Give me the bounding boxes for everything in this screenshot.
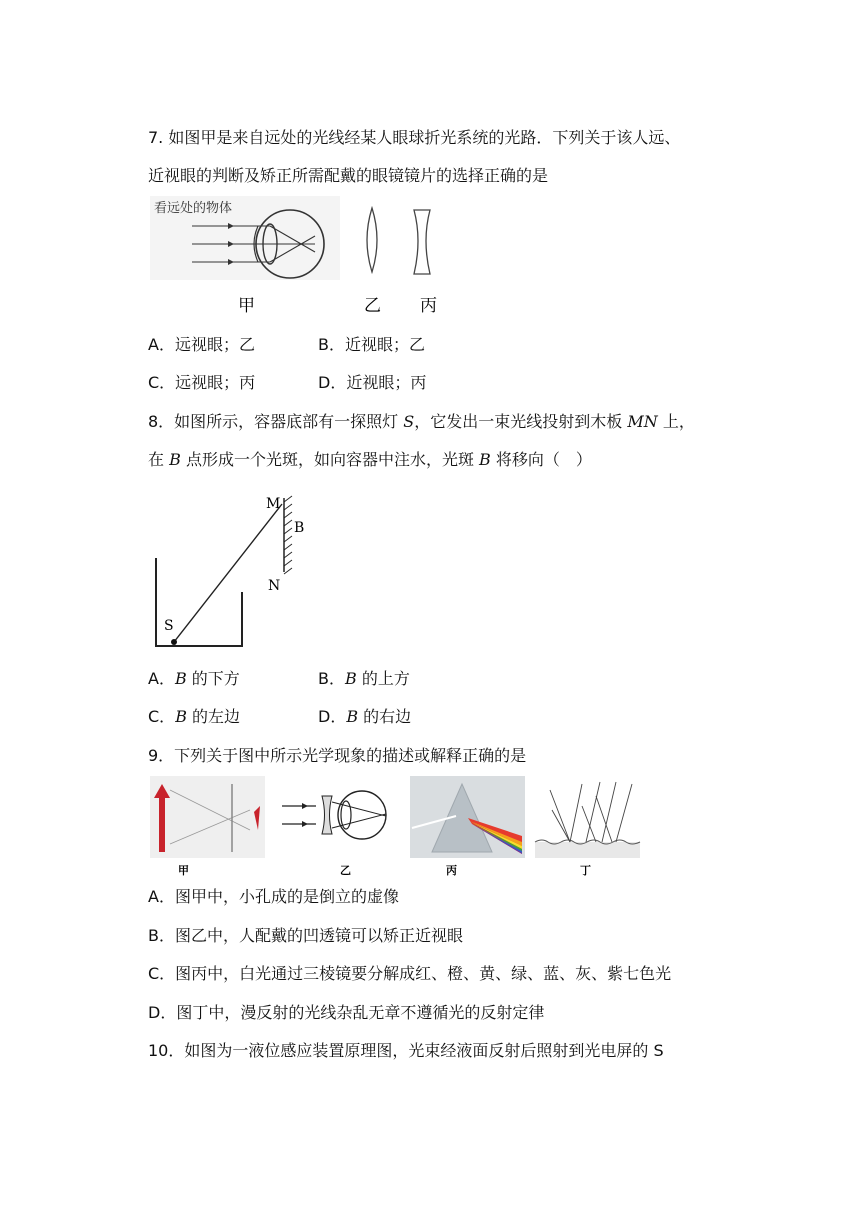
q8-option-c[interactable]: C．B 的左边 [148,707,241,726]
q9-option-d[interactable]: D．图丁中，漫反射的光线杂乱无章不遵循光的反射定律 [148,1003,545,1022]
q7-fig-caption: 看远处的物体 [154,201,233,216]
q10-stem-line-1: 10．如图为一液位感应装置原理图，光束经液面反射后照射到光电屏的 S [148,1041,664,1060]
q8-option-b[interactable]: B．B 的上方 [318,669,410,688]
q9-figure [150,776,645,876]
q7-option-a[interactable]: A．远视眼；乙 [148,335,255,354]
q9-label-jia: 甲 [178,864,189,876]
q8-option-d[interactable]: D．B 的右边 [318,707,412,726]
q8-label-b: B [294,520,305,536]
q8-label-n: N [268,578,281,594]
q9-option-a[interactable]: A．图甲中，小孔成的是倒立的虚像 [148,887,399,906]
q8-option-a[interactable]: A．B 的下方 [148,669,240,688]
q8-stem-line-1: 8．如图所示，容器底部有一探照灯 S，它发出一束光线投射到木板 MN 上， [148,412,695,431]
q7-stem-line-2: 近视眼的判断及矫正所需配戴的眼镜镜片的选择正确的是 [148,166,549,185]
q7-stem-line-1: 7. 如图甲是来自远处的光线经某人眼球折光系统的光路．下列关于该人远、 [148,128,681,147]
q7-label-bing: 丙 [420,296,437,316]
q7-option-b[interactable]: B．近视眼；乙 [318,335,425,354]
q7-option-d[interactable]: D．近视眼；丙 [318,373,427,392]
q7-option-c[interactable]: C．远视眼；丙 [148,373,256,392]
q7-figure [150,196,450,321]
q9-label-bing: 丙 [446,864,457,876]
q8-stem-line-2: 在 B 点形成一个光斑，如向容器中注水，光斑 B 将移向（ ） [148,450,592,469]
q9-label-ding: 丁 [580,864,591,876]
q8-figure [150,490,310,650]
q9-option-b[interactable]: B．图乙中，人配戴的凹透镜可以矫正近视眼 [148,926,463,945]
q7-label-jia: 甲 [238,296,255,316]
q8-label-s: S [164,618,174,634]
q7-label-yi: 乙 [364,296,381,316]
q9-option-c[interactable]: C．图丙中，白光通过三棱镜要分解成红、橙、黄、绿、蓝、灰、紫七色光 [148,964,672,983]
q8-label-m: M [266,496,281,512]
q9-label-yi: 乙 [340,864,351,876]
q9-stem: 9．下列关于图中所示光学现象的描述或解释正确的是 [148,746,527,765]
